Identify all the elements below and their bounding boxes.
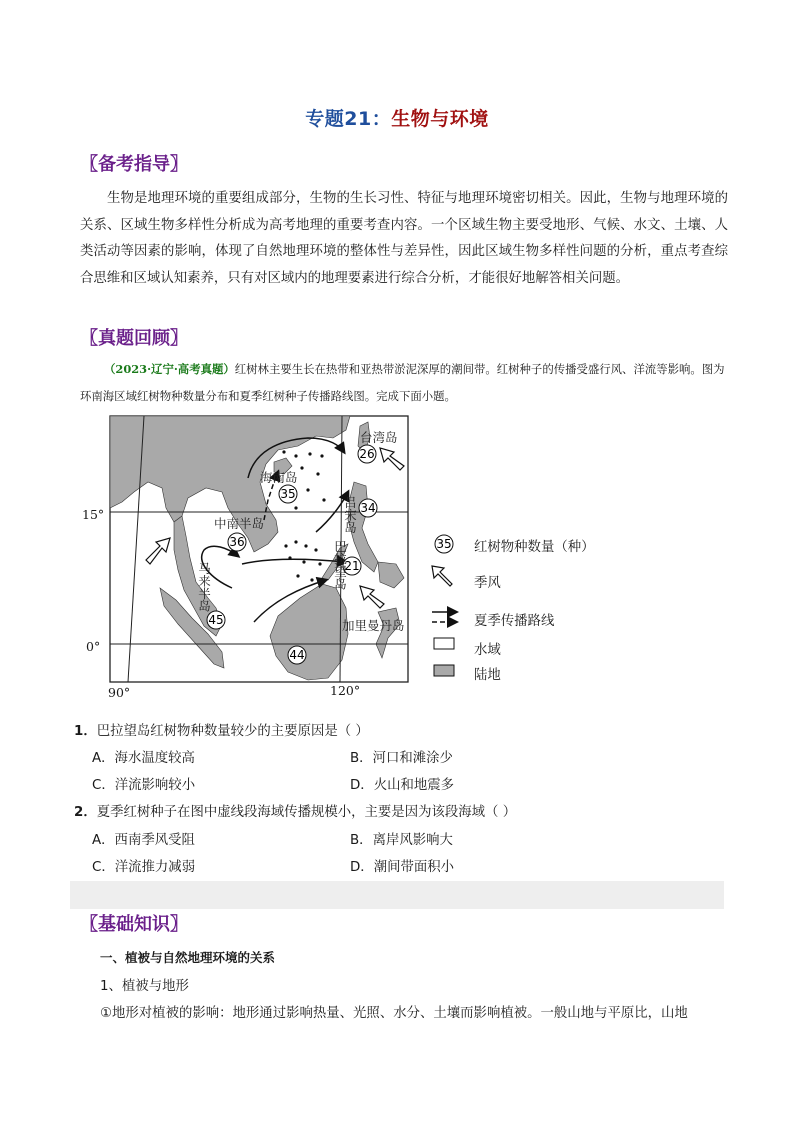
legend-water-swatch <box>434 638 454 649</box>
title-topic: 生物与环境 <box>391 108 489 130</box>
label-palawan: 巴拉望岛 <box>332 540 348 590</box>
label-taiwan: 台湾岛 <box>360 430 398 445</box>
basics-heading: 一、植被与自然地理环境的关系 <box>100 950 276 965</box>
section-review-heading: 〖真题回顾〗 <box>80 328 188 349</box>
question-source: （2023·辽宁·高考真题） <box>104 362 235 376</box>
q1-option-a: A．海水温度较高 <box>92 751 195 766</box>
count-palawan: 21 <box>344 559 360 573</box>
question-2 <box>74 801 516 820</box>
basics-line: ①地形对植被的影响：地形通过影响热量、光照、水分、土壤而影响植被。一般山地与平原比，山地 <box>100 1006 688 1021</box>
q1-option-d: D．火山和地震多 <box>350 778 455 793</box>
axis-lon-120: 120° <box>330 683 361 698</box>
section-guide-heading: 〖备考指导〗 <box>80 154 188 175</box>
question-intro-text: 红树林主要生长在热带和亚热带淤泥深厚的潮间带。红树种子的传播受盛行风、洋流等影响。图为环南海区域红树物种数量分布和夏季红树种子传播路线图。完成下面小题。 <box>80 362 725 403</box>
q2-option-c: C．洋流推力减弱 <box>92 860 196 875</box>
section-basics-heading: 〖基础知识〗 <box>80 914 188 935</box>
q1-option-c: C．洋流影响较小 <box>92 778 196 793</box>
label-malay: 马来半岛 <box>196 562 212 612</box>
question-1 <box>74 720 369 739</box>
basics-subheading: 1、植被与地形 <box>100 979 189 994</box>
legend-route-label: 夏季传播路线 <box>474 614 555 629</box>
axis-lat-15: 15° <box>82 507 105 522</box>
label-hainan: 海南岛 <box>260 470 298 485</box>
question-1-number: 1． <box>74 724 97 739</box>
q2-option-d: D．潮间带面积小 <box>350 860 455 875</box>
separator-band <box>70 881 724 909</box>
axis-lat-0: 0° <box>86 639 101 654</box>
legend-count-sample: 35 <box>436 537 452 551</box>
question-2-number: 2． <box>74 805 97 820</box>
mangrove-map <box>78 412 738 704</box>
label-indochina: 中南半岛 <box>214 516 265 531</box>
question-intro <box>80 356 730 409</box>
legend-symbols <box>430 530 474 690</box>
question-1-stem: 巴拉望岛红树物种数量较少的主要原因是（ ） <box>96 724 369 739</box>
legend-land-swatch <box>434 665 454 676</box>
legend-wind-label: 季风 <box>474 576 501 591</box>
count-borneo: 44 <box>289 648 305 662</box>
count-luzon: 34 <box>360 501 376 515</box>
q2-option-b: B．离岸风影响大 <box>350 833 453 848</box>
axis-lon-90: 90° <box>108 685 131 700</box>
guide-paragraph: 生物是地理环境的重要组成部分，生物的生长习性、特征与地理环境密切相关。因此，生物与地理环境的关系、区域生物多样性分析成为高考地理的重要考查内容。一个区域生物主要受地形、气候、水文、土壤、人类活动等因素的影响，体现了自然地理环境的整体性与差异性，因此区域生物多样性问题的分析，重点考查综合思维和区域认知素养，只有对区域内的地理要素进行综合分析，才能很好地解答相关问题。 <box>80 191 728 286</box>
page-title <box>0 104 794 131</box>
label-luzon: 吕宋岛 <box>342 496 358 534</box>
q1-option-b: B．河口和滩涂少 <box>350 751 453 766</box>
legend-count-label: 红树物种数量（种） <box>474 540 595 555</box>
label-borneo: 加里曼丹岛 <box>342 618 405 633</box>
count-taiwan: 26 <box>359 447 375 461</box>
question-2-stem: 夏季红树种子在图中虚线段海域传播规模小，主要是因为该段海域（ ） <box>96 805 517 820</box>
title-prefix: 专题21： <box>305 108 392 130</box>
legend-wind-icon <box>432 566 452 586</box>
count-indochina: 36 <box>229 535 245 549</box>
legend-water-label: 水域 <box>474 643 501 658</box>
count-malay: 45 <box>208 613 224 627</box>
count-hainan: 35 <box>280 487 296 501</box>
q2-option-a: A．西南季风受阻 <box>92 833 195 848</box>
legend-land-label: 陆地 <box>474 668 501 683</box>
